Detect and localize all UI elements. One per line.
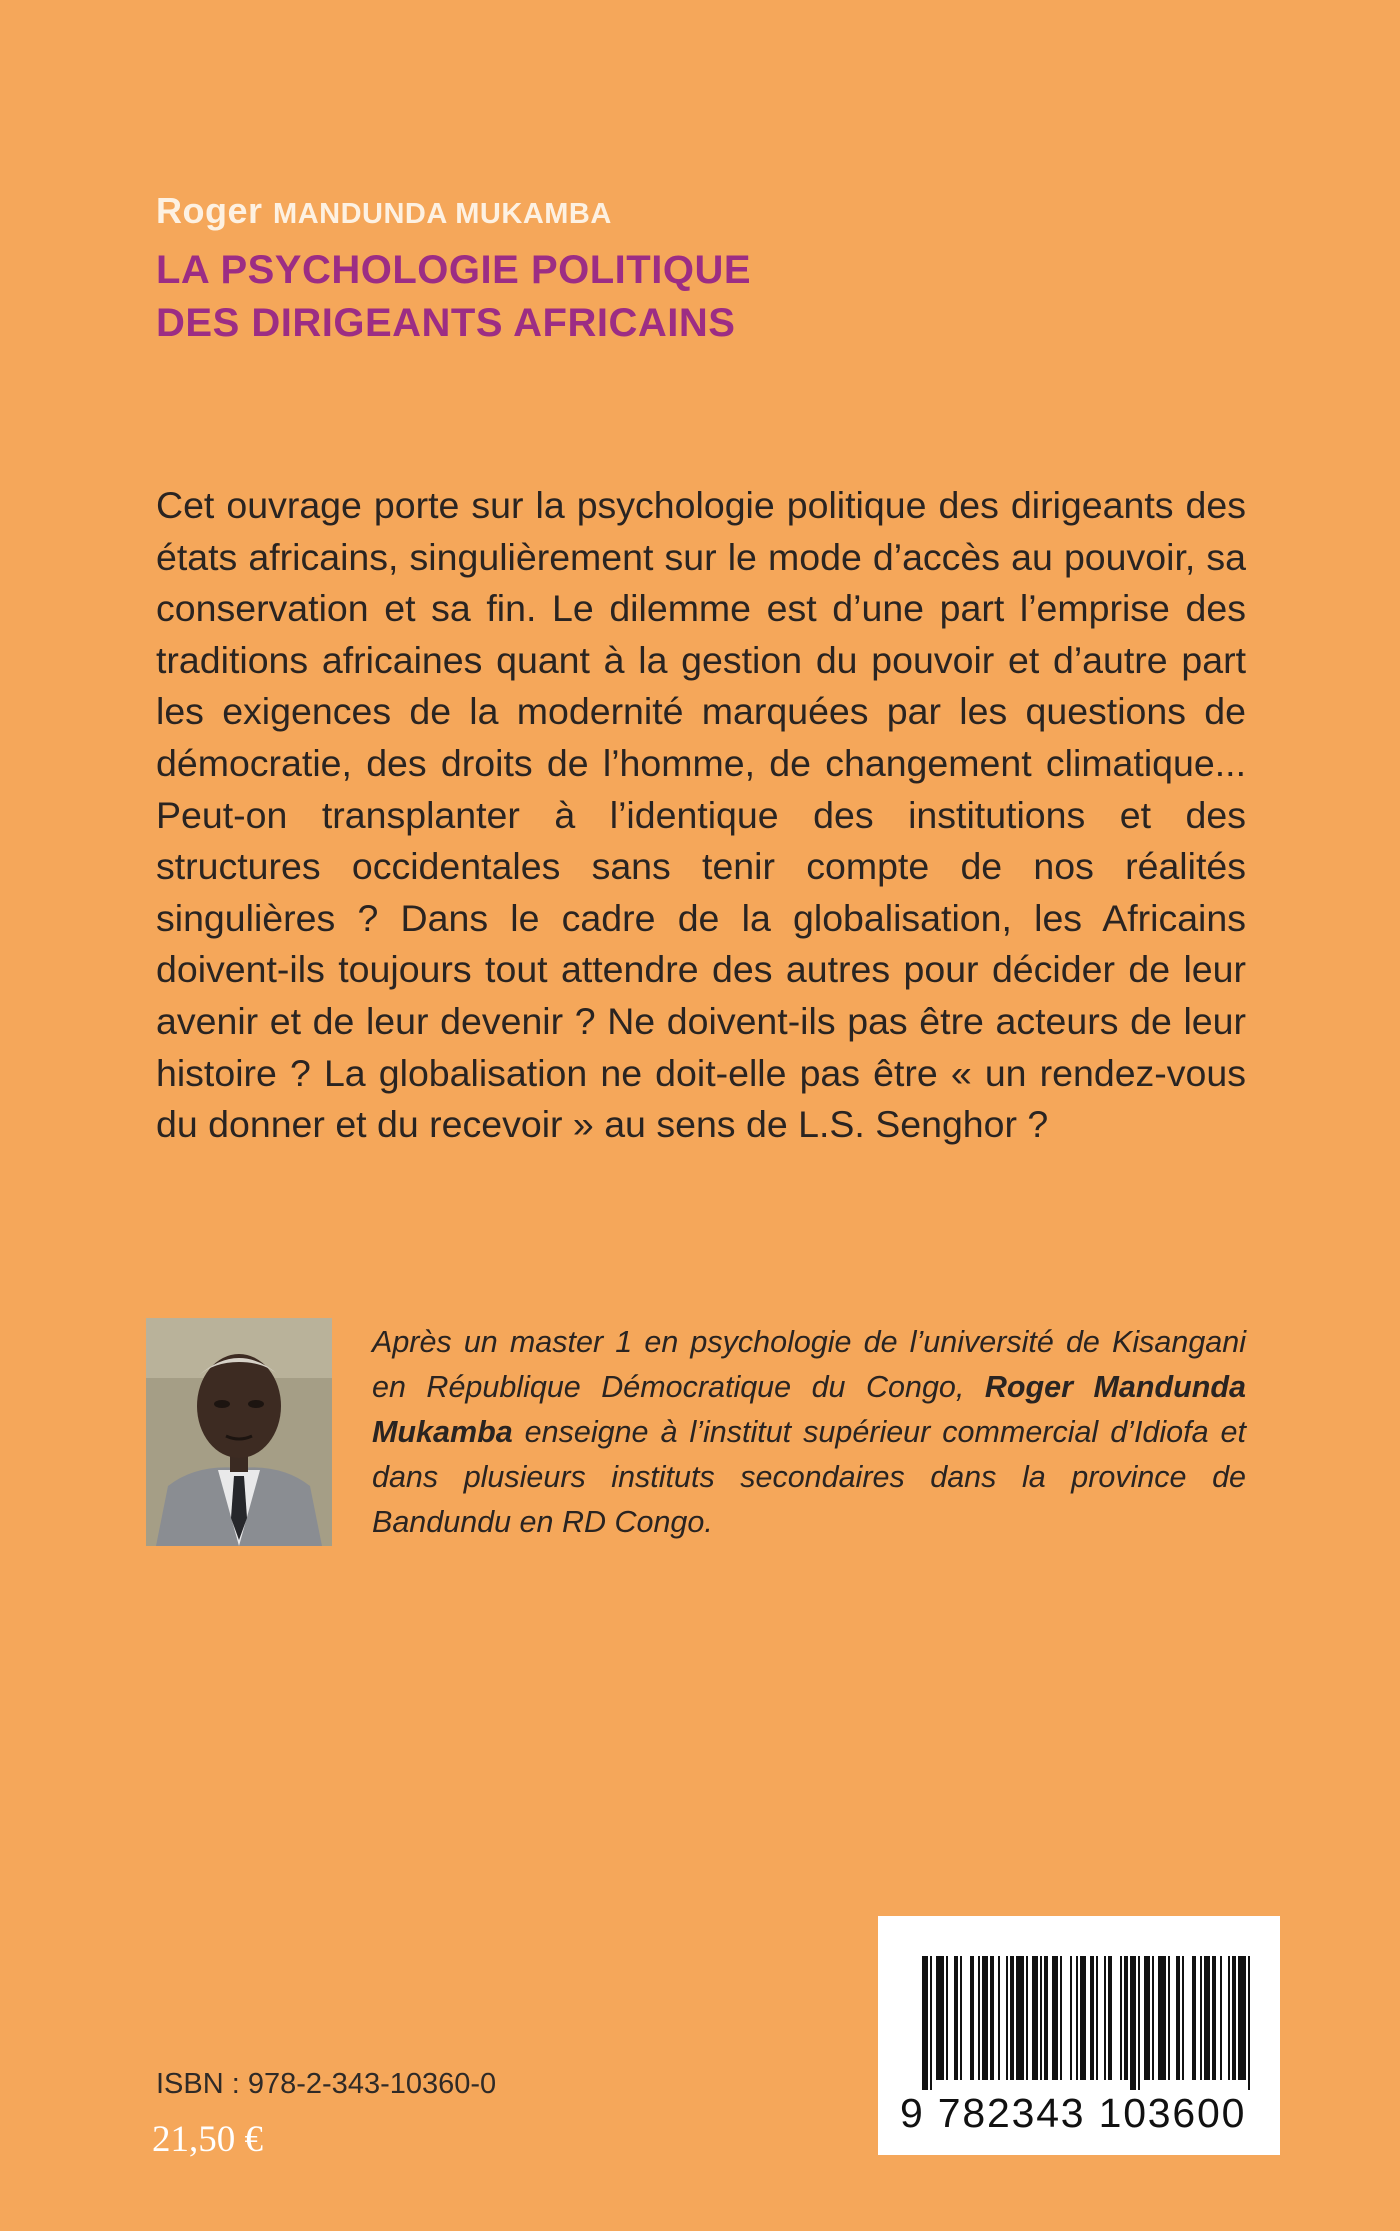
barcode-bar xyxy=(1070,1956,1072,2080)
book-title xyxy=(156,244,751,350)
author-biography xyxy=(372,1320,1246,1545)
barcode-digits: 9 782343 103600 xyxy=(900,2090,1247,2136)
barcode-bar xyxy=(1228,1956,1230,2080)
barcode-bar xyxy=(1120,1956,1122,2080)
bio-paragraph xyxy=(372,1320,1246,1545)
barcode-bar xyxy=(1130,1956,1136,2090)
barcode-bar xyxy=(1080,1956,1086,2080)
barcode-bar xyxy=(960,1956,962,2080)
barcode-bar xyxy=(1248,1956,1250,2090)
barcode-bar xyxy=(1144,1956,1150,2080)
barcode-bar xyxy=(1052,1956,1058,2080)
barcode-bar xyxy=(954,1956,958,2080)
barcode-bar xyxy=(982,1956,988,2080)
barcode-bar xyxy=(1006,1956,1008,2080)
back-cover-blurb xyxy=(156,480,1246,1151)
author-first-name: Roger xyxy=(156,190,263,231)
price: 21,50 € xyxy=(152,2119,263,2160)
author-name xyxy=(156,190,612,232)
barcode-bar xyxy=(978,1956,980,2080)
barcode-bar xyxy=(1044,1956,1048,2080)
barcode-bar xyxy=(998,1956,1000,2080)
barcode-bar xyxy=(946,1956,948,2080)
barcode-bar xyxy=(1204,1956,1210,2080)
author-portrait-image xyxy=(146,1318,332,1546)
barcode-bar xyxy=(922,1956,928,2090)
bio-text-after: enseigne à l’institut supérieur commercial d’Idiofa et dans plusieurs instituts secondaires dans la province de Bandundu en RD Congo. xyxy=(372,1415,1246,1539)
barcode-bar xyxy=(1152,1956,1154,2080)
barcode-bar xyxy=(1090,1956,1094,2080)
barcode-bar xyxy=(1158,1956,1166,2080)
barcode-bar xyxy=(1168,1956,1170,2080)
barcode-bar xyxy=(1124,1956,1128,2080)
isbn: ISBN : 978-2-343-10360-0 xyxy=(156,2068,497,2100)
title-line-1: LA PSYCHOLOGIE POLITIQUE xyxy=(156,248,752,292)
barcode-bar xyxy=(930,1956,932,2090)
barcode-bar xyxy=(1182,1956,1184,2080)
barcode-bar xyxy=(1060,1956,1062,2080)
barcode-bar xyxy=(1104,1956,1106,2080)
barcode-bar xyxy=(1200,1956,1202,2080)
bio-text-before: Après un master 1 en psychologie de l’université de Kisangani en République Démocratique du Congo, xyxy=(372,1325,1246,1404)
barcode-bar xyxy=(1138,1956,1140,2090)
barcode-bar xyxy=(970,1956,974,2080)
barcode-bar xyxy=(1076,1956,1078,2080)
barcode-bar xyxy=(936,1956,944,2080)
barcode xyxy=(878,1916,1280,2155)
barcode-bar xyxy=(1010,1956,1014,2080)
barcode-bar xyxy=(1016,1956,1024,2080)
barcode-bar xyxy=(1192,1956,1196,2080)
barcode-bar xyxy=(1238,1956,1246,2080)
author-last-name: MANDUNDA MUKAMBA xyxy=(273,198,612,230)
barcode-bar xyxy=(1176,1956,1180,2080)
blurb-text: Cet ouvrage porte sur la psychologie politique des dirigeants des états africains, singulièrement sur le mode d’accès au pouvoir, sa conservation et sa fin. Le dilemme est d’une part l’emprise des traditions africaines quant à la gestion du pouvoir et d’autre part les exigences de la modernité marquées par les questions de démocratie, des droits de l’homme, de changement climatique... Peut-on transplanter à l’identique des institutions et des structures occidentales sans tenir compte de nos réalités singulières ? Dans le cadre de la globalisation, les Africains doivent-ils toujours tout attendre des autres pour décider de leur avenir et de leur devenir ? Ne doivent-ils pas être acteurs de leur histoire ? La globalisation ne doit-elle pas être « un rendez-vous du donner et du recevoir » au sens de L.S. Senghor ? xyxy=(156,484,1246,1146)
barcode-bar xyxy=(990,1956,994,2080)
barcode-bar xyxy=(1040,1956,1042,2080)
barcode-bar xyxy=(1026,1956,1028,2080)
barcode-bar xyxy=(1212,1956,1216,2080)
bio-author-name: Roger Mandunda Mukamba xyxy=(372,1370,1246,1449)
barcode-bar xyxy=(1032,1956,1038,2080)
barcode-bar xyxy=(1096,1956,1098,2080)
title-line-2: DES DIRIGEANTS AFRICAINS xyxy=(156,301,736,345)
author-photo xyxy=(146,1318,332,1546)
barcode-bar xyxy=(1232,1956,1236,2080)
barcode-bar xyxy=(1220,1956,1222,2080)
barcode-bar xyxy=(1108,1956,1112,2080)
